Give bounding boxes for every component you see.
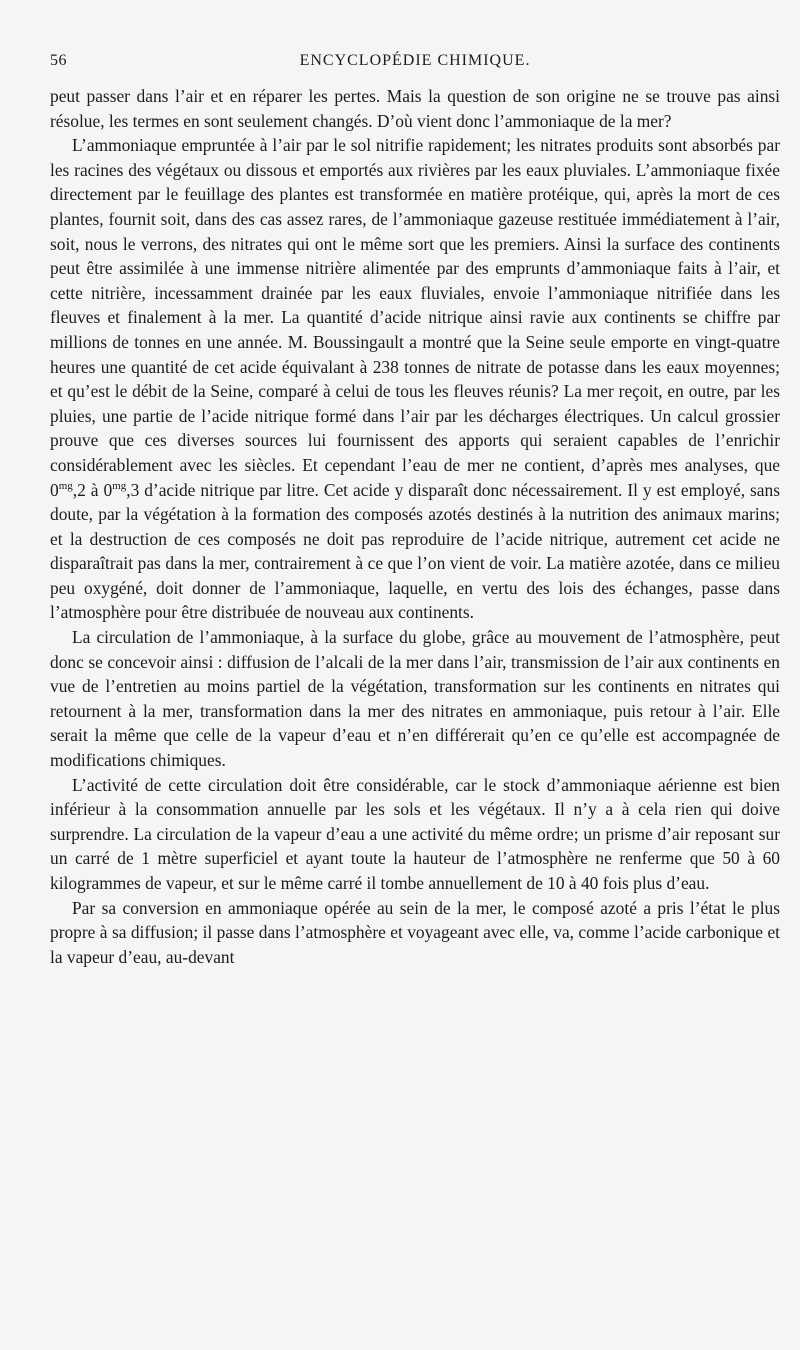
paragraph: La circulation de l’ammoniaque, à la surface du globe, grâce au mouvement de l’atmosphère, peut donc se concevoir ainsi : diffusion de l’alcali de la mer dans l’air, transmission de l’air aux continents en vue de l’entretien au moins partiel de la végétation, transformation sur les continents en nitrates qui retournent à la mer, transformation dans la mer des nitrates en ammoniaque, puis retour à l’air. Elle serait la même que celle de la vapeur d’eau et n’en différerait qu’en ce qu’elle est accompagnée de modifications chimiques. — [50, 627, 780, 771]
unit-superscript: mg — [112, 479, 127, 492]
page-header — [50, 52, 780, 76]
page — [50, 52, 780, 969]
paragraph: L’activité de cette circulation doit être considérable, car le stock d’ammoniaque aérienne est bien inférieur à la consommation annuelle par les sols et les végétaux. Il n’y a à cela rien qui doive surprendre. La circulation de la vapeur d’eau a une activité du même ordre; un prisme d’air reposant sur un carré de 1 mètre superficiel et ayant toute la hauteur de l’atmosphère ne renferme que 50 à 60 kilogrammes de vapeur, et sur le même carré il tombe annuellement de 10 à 40 fois plus d’eau. — [50, 774, 780, 893]
page-number: 56 — [50, 52, 67, 69]
body-text — [50, 84, 780, 969]
unit-superscript: mg — [58, 479, 73, 492]
paragraph: L’ammoniaque empruntée à l’air par le sol nitrifie rapidement; les nitrates produits sont absorbés par les racines des végétaux ou dissous et emportés aux rivières par les eaux pluviales. L’ammoniaque fixée directement par le feuillage des plantes est transformée en matière protéique, qui, après la mort de ces plantes, fournit soit, dans des cas assez rares, de l’ammoniaque gazeuse restituée immédiatement à l’air, soit, nous le verrons, des nitrates qui ont le même sort que les premiers. Ainsi la surface des continents peut être assimilée à une immense nitrière alimentée par des emprunts d’ammoniaque faits à l’air, et cette nitrière, incessamment drainée par les eaux fluviales, envoie l’ammoniaque nitrifiée dans les fleuves et finalement à la mer. La quantité d’acide nitrique ainsi ravie aux continents se chiffre par millions de tonnes en une année. M. Boussingault a montré que la Seine seule emporte en vingt-quatre heures une quantité de cet acide équivalant à 238 tonnes de nitrate de potasse dans les eaux moyennes; et qu’est le débit de la Seine, comparé à celui de tous les fleuves réunis? La mer reçoit, en outre, par les pluies, une partie de l’acide nitrique formé dans l’air par les décharges électriques. Un calcul grossier prouve que ces diverses sources lui fournissent des apports qui seraient capables de l’enrichir considérablement avec les siècles. Et cependant l’eau de mer ne contient, d’après mes analyses, que $0^{mg},2$ à $0^{mg},3$ d’acide nitrique par litre. Cet acide y disparaît donc nécessairement. Il y est employé, sans doute, par la végétation à la formation des composés azotés destinés à la nutrition des animaux marins; et la destruction de ces composés ne doit pas reproduire de l’acide nitrique, autrement cet acide ne disparaîtrait pas dans la mer, contrairement à ce que l’on vient de voir. La matière azotée, dans ce milieu peu oxygéné, doit donner de l’ammoniaque, laquelle, en vertu des lois des échanges, passe dans l’atmosphère pour être distribuée de nouveau aux continents. — [50, 135, 780, 623]
running-title: ENCYCLOPÉDIE CHIMIQUE. — [299, 52, 531, 69]
paragraph: peut passer dans l’air et en réparer les pertes. Mais la question de son origine ne se trouve pas ainsi résolue, les termes en sont seulement changés. D’où vient donc l’ammoniaque de la mer? — [50, 86, 780, 131]
paragraph: Par sa conversion en ammoniaque opérée au sein de la mer, le composé azoté a pris l’état le plus propre à sa diffusion; il passe dans l’atmosphère et voyageant avec elle, va, comme l’acide carbonique et la vapeur d’eau, au-devant — [50, 897, 780, 967]
